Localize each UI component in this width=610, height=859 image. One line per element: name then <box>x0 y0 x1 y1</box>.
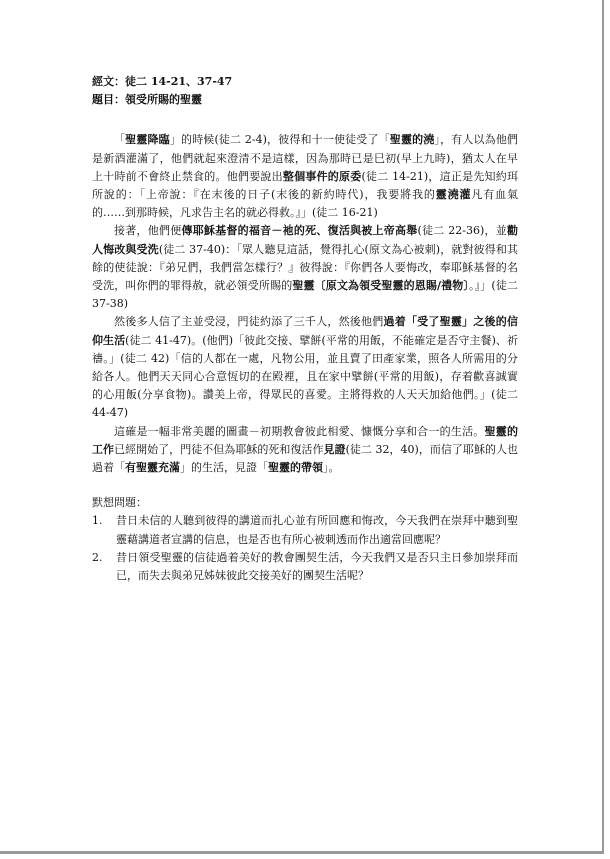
paragraph-text: 」，有人以為他們是新酒灌滿了，他們就起來澄清不是這樣，因為那時已是巳初(早上九時)，猶太人在早上十時前不會終止禁食的。他們要說出 <box>92 133 519 183</box>
paragraph-text: (徒二 22-36)，並 <box>417 224 508 238</box>
meditation-heading: 默想問題： <box>92 496 147 510</box>
emphasis-text: 聖靈的澆 <box>389 133 435 147</box>
question-text: 昔日領受聖靈的信徒過着美好的教會團契生活，今天我們又是否只主日參加崇拜而已，而失去與弟兄姊妹彼此交接美好的團契生活呢？ <box>116 550 518 583</box>
emphasis-text: 見證 <box>323 442 346 456</box>
body-paragraph <box>92 222 518 313</box>
emphasis-text: 有聖靈充滿 <box>125 461 180 475</box>
paragraph-text: 」的生活，見證「 <box>180 461 268 475</box>
scripture-reference: 經文：徒二 14-21、37-47 <box>92 75 233 88</box>
paragraph-text: 凡有血氣的……到那時候，凡求告主名的就必得救。』」(徒二 16-21) <box>92 188 519 220</box>
paragraph-text: (徒二 37-40)：「眾人聽見這話，覺得扎心(原文為心被刺)，就對彼得和其餘的使徒說：『弟兄們，我們當怎樣行？』彼得說：『你們各人要悔改，奉耶穌基督的名受洗，叫你們的罪得赦，就必領受所賜的 <box>92 242 518 293</box>
paragraph-text: 然後多人信了主並受浸，門徒約添了三千人，然後他們 <box>114 315 384 329</box>
question-number: 2. <box>92 550 103 564</box>
body-paragraphs <box>92 131 518 477</box>
paragraph-text: (徒二 41-47)。(他們)「彼此交接、擘餅(平常的用飯，不能確定是否守主餐)、祈禱。」(徒二 42)「信的人都在一處，凡物公用，並且賣了田產家業，照各人所需用的分給各人。他們天天同心合意恆切的在殿裡，且在家中擘餅(平常的用飯)，存着歡喜誠實的心用飯(分享食物)。讚美上帝，得眾民的喜愛。主將得救的人天天加給他們。」(徒二 44-47) <box>92 333 518 420</box>
emphasis-text: 整個事件的原委 <box>282 169 362 183</box>
emphasis-text: 過着「受了聖靈」之後的信仰生活 <box>92 315 518 347</box>
emphasis-text: 傳耶穌基督的福音－祂的死、復活與被上帝高舉 <box>181 224 418 238</box>
spacer <box>92 109 518 131</box>
body-paragraph <box>92 131 518 222</box>
body-paragraph <box>92 313 518 422</box>
list-item <box>92 512 518 548</box>
document-body <box>92 73 518 585</box>
emphasis-text: 勸人悔改與受洗 <box>92 224 519 256</box>
emphasis-text: 聖靈的工作 <box>92 424 519 456</box>
sermon-title: 題目：領受所賜的聖靈 <box>92 93 202 107</box>
paragraph-text: 」的時候(徒二 2-4)，彼得和十一使徒受了「 <box>169 133 390 147</box>
emphasis-text: 靈澆灌 <box>435 188 472 202</box>
body-paragraph <box>92 423 518 478</box>
paragraph-text: 已經開始了，門徒不但為耶穌的死和復活作 <box>114 442 324 456</box>
emphasis-text: 聖靈的帶領 <box>268 461 323 475</box>
paragraph-text: 接著，他們便 <box>114 224 182 238</box>
paragraph-text: 「 <box>114 133 126 147</box>
paragraph-text: 」。 <box>323 461 340 475</box>
emphasis-text: 聖靈〔原文為領受聖靈的恩賜/禮物〕 <box>292 279 470 293</box>
meditation-questions <box>92 512 518 585</box>
spacer <box>92 477 518 494</box>
emphasis-text: 聖靈降臨 <box>125 133 170 147</box>
question-text: 昔日未信的人聽到彼得的講道而扎心並有所回應和悔改，今天我們在崇拜中聽到聖靈藉講道者宣講的信息，也是否也有所心被刺透而作出適當回應呢？ <box>116 514 518 546</box>
list-item <box>92 549 518 585</box>
question-number: 1. <box>92 514 103 528</box>
paragraph-text: (徒二 32，40)，而信了耶穌的人也過着「 <box>92 442 519 475</box>
paragraph-text: (徒二 14-21)，這正是先知約珥所說的：「上帝說：『在末後的日子(末後的新約時代)，我要將我的 <box>92 169 519 202</box>
paragraph-text: 。』」(徒二 37-38) <box>92 279 518 311</box>
paragraph-text: 這確是一幅非常美麗的圖畫－初期教會彼此相愛、慷慨分享和合一的生活。 <box>114 424 485 438</box>
